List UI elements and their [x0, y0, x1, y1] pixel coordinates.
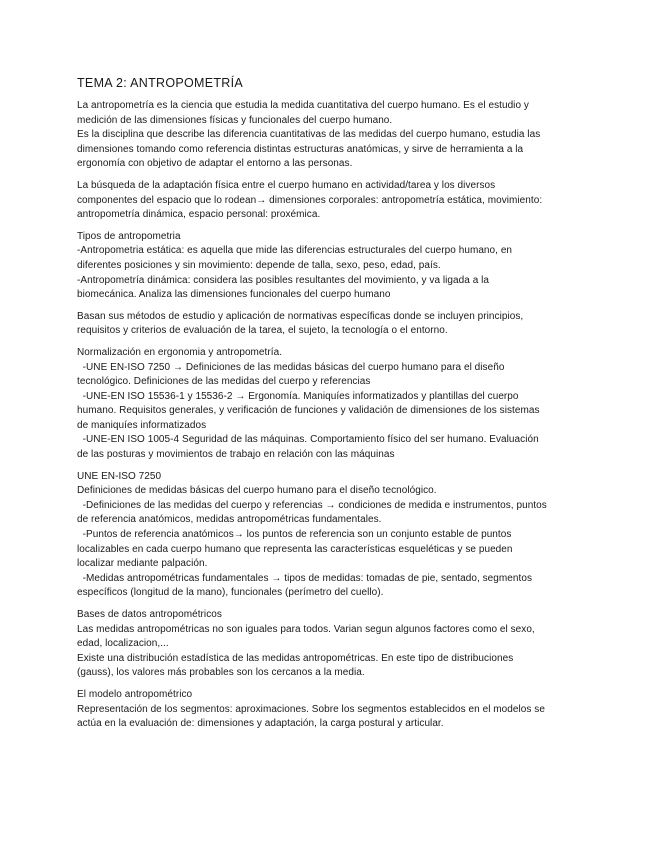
text-line: de referencia anatómicos, medidas antropométricas fundamentales.	[77, 514, 382, 526]
text-line: -Antropometria estática: es aquella que mide las diferencias estructurales del cuerpo humano, en	[77, 245, 513, 257]
text-line: ergonomía con objetivo de adaptar el entorno a las personas.	[77, 158, 353, 170]
text-line: Definiciones de medidas básicas del cuerpo humano para el diseño tecnológico.	[77, 485, 437, 497]
text-line: antropometría dinámica, espacio personal: proxémica.	[77, 209, 321, 221]
text-line: La antropometría es la ciencia que estudia la medida cuantitativa del cuerpo humano. Es el estudio y	[77, 100, 529, 111]
text-line: actúa en la evaluación de: dimensiones y adaptación, la carga postural y articular.	[77, 718, 444, 730]
document-body	[77, 99, 575, 732]
text-line: requisitos y criterios de evaluación de la tarea, el sujeto, la tecnología o el entorno.	[77, 325, 448, 337]
text-line: -Antropometría dinámica: considera las posibles resultantes del movimiento, y va ligada a la	[77, 274, 490, 286]
page-title: TEMA 2: ANTROPOMETRÍA	[77, 76, 244, 90]
text-line: Tipos de antropometria	[77, 230, 181, 242]
text-line: Basan sus métodos de estudio y aplicación de normativas específicas donde se incluyen principios,	[77, 310, 524, 322]
text-line: El modelo antropométrico	[77, 688, 193, 700]
text-line: -UNE-EN ISO 1005-4 Seguridad de las máquinas. Comportamiento físico del ser humano. Evaluación	[77, 434, 539, 446]
text-line: Representación de los segmentos: aproximaciones. Sobre los segmentos establecidos en el modelos se	[77, 703, 545, 715]
text-line: biomecánica. Analiza las dimensiones funcionales del cuerpo humano	[77, 289, 391, 301]
text-line: localizar mediante palpación.	[77, 558, 208, 570]
paragraph-block	[77, 310, 575, 339]
text-line: tecnológico. Definiciones de las medidas del cuerpo y referencias	[77, 376, 371, 388]
text-line: medición de las dimensiones físicas y funcionales del cuerpo humano.	[77, 114, 393, 126]
text-line: -Medidas antropométricas fundamentales → tipos de medidas: tomadas de pie, sentado, segmentos	[77, 572, 532, 584]
text-line: Las medidas antropométricas no son iguales para todos. Varian segun algunos factores como el sexo,	[77, 623, 535, 635]
paragraph-block	[77, 346, 575, 463]
text-line: Bases de datos antropométricos	[77, 609, 222, 620]
text-line: (gauss), los valores más probables son los cercanos a la media.	[77, 667, 365, 679]
text-line: localizables en cada cuerpo humano que representa las características esqueléticas y se pueden	[77, 543, 513, 555]
paragraph-block	[77, 470, 575, 601]
text-line: específicos (longitud de la mano), funcionales (perímetro del cuello).	[77, 587, 384, 599]
text-line: Normalización en ergonomia y antropometría.	[77, 346, 283, 358]
text-line: de las posturas y movimientos de trabajo en relación con las máquinas	[77, 449, 395, 461]
paragraph-block	[77, 608, 575, 681]
text-line: Es la disciplina que describe las diferencia cuantitativas de las medidas del cuerpo humano, estudia las	[77, 129, 541, 141]
text-line: componentes del espacio que lo rodean→ dimensiones corporales: antropometría estática, movimiento:	[77, 194, 543, 206]
text-line: -Definiciones de las medidas del cuerpo y referencias → condiciones de medida e instrumentos, puntos	[77, 499, 547, 511]
text-line: diferentes posiciones y sin movimiento: depende de talla, sexo, peso, edad, país.	[77, 259, 441, 271]
text-line: UNE EN-ISO 7250	[77, 470, 162, 482]
paragraph-block	[77, 688, 575, 732]
text-line: -UNE-EN ISO 15536-1 y 15536-2 → Ergonomía. Maniquíes informatizados y plantillas del cuerpo	[77, 390, 519, 402]
paragraph-block	[77, 99, 575, 172]
text-line: humano. Requisitos generales, y verificación de funciones y validación de dimensiones de los sistemas	[77, 405, 540, 417]
text-line: dimensiones tomando como referencia distintas estructuras anatómicas, y sirve de herramienta a la	[77, 143, 524, 155]
text-line: edad, localizacion,...	[77, 638, 169, 650]
paragraph-block	[77, 230, 575, 303]
paragraph-block	[77, 179, 575, 223]
text-line: -UNE EN-ISO 7250 → Definiciones de las medidas básicas del cuerpo humano para el diseño	[77, 361, 505, 373]
text-line: de maniquíes informatizados	[77, 419, 207, 431]
text-line: -Puntos de referencia anatómicos→ los puntos de referencia son un conjunto estable de puntos	[77, 529, 512, 541]
text-line: La búsqueda de la adaptación física entre el cuerpo humano en actividad/tarea y los diversos	[77, 179, 496, 191]
text-line: Existe una distribución estadística de las medidas antropométricas. En este tipo de distribuciones	[77, 652, 514, 664]
